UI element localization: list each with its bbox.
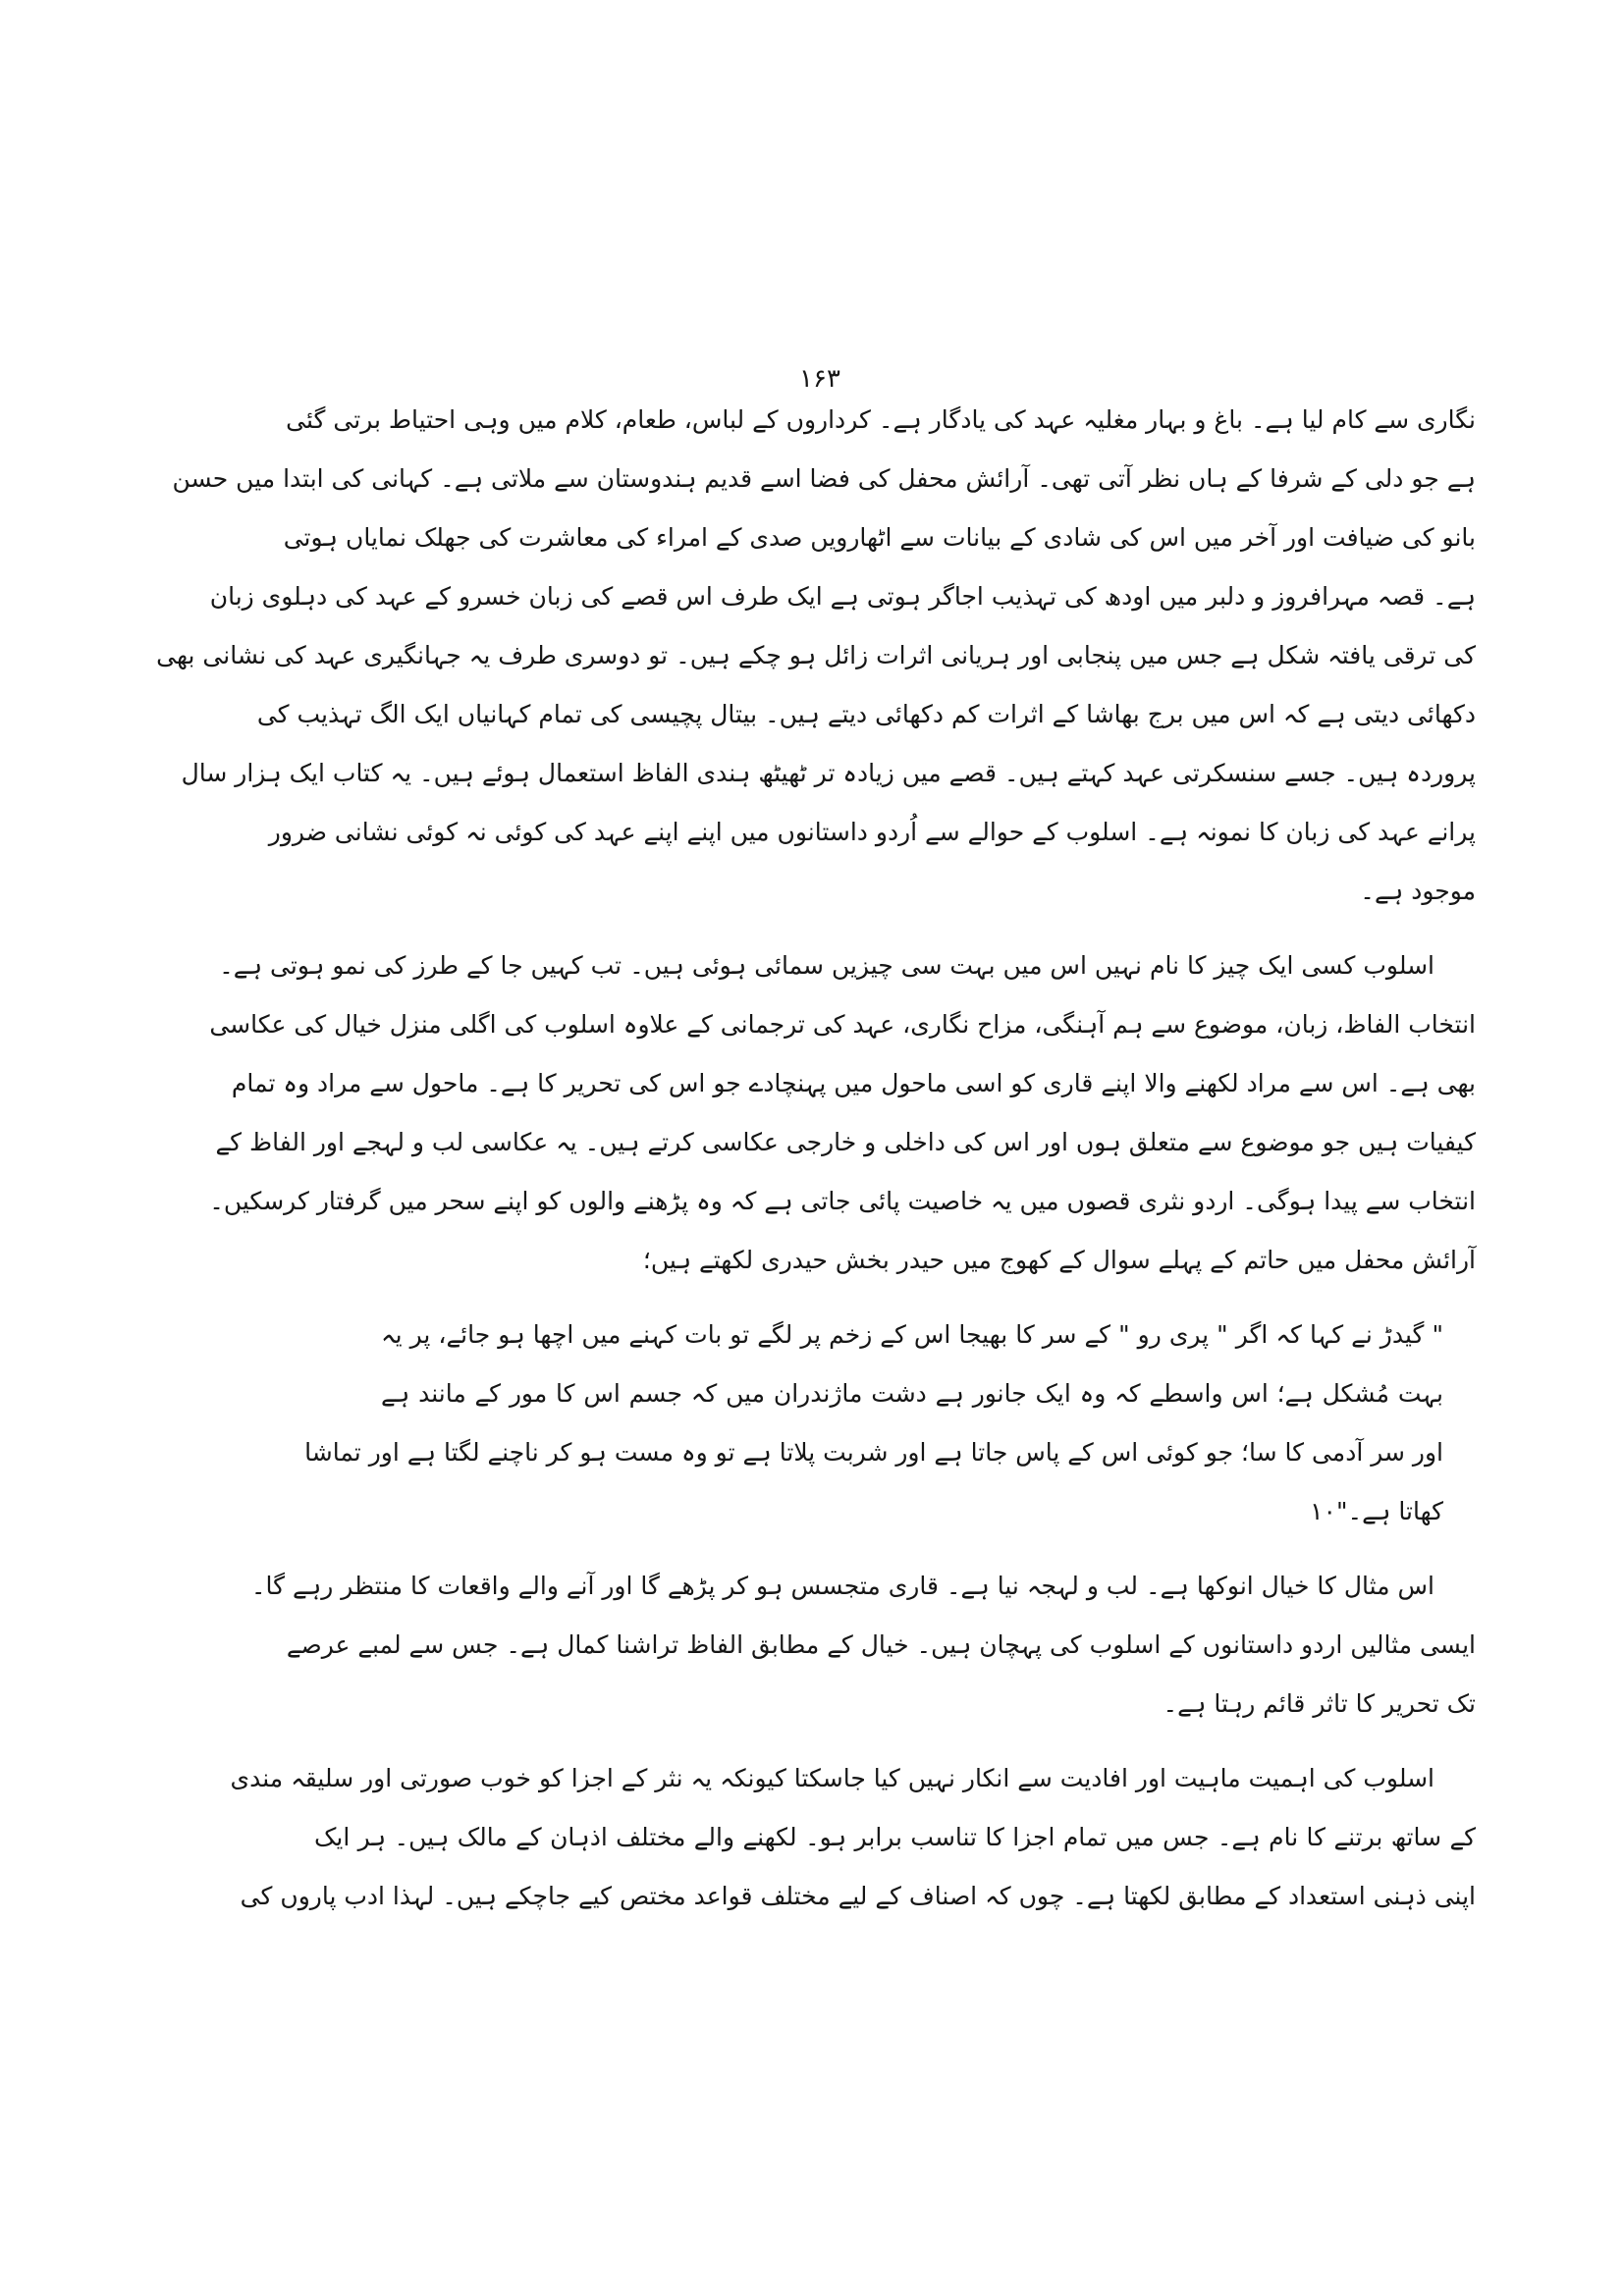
text-line: پروردہ ہیں۔ جسے سنسکرتی عہد کہتے ہیں۔ قصے میں زیادہ تر ٹھیٹھ ہندی الفاظ استعمال ہوئے ہیں۔ یہ کتاب ایک ہزار سال [181, 759, 1476, 787]
text-line: کیفیات ہیں جو موضوع سے متعلق ہوں اور اس کی داخلی و خارجی عکاسی کرتے ہیں۔ یہ عکاسی لب و لہجے اور الفاظ کے [215, 1128, 1476, 1156]
text-line: اپنی ذہنی استعداد کے مطابق لکھتا ہے۔ چوں کہ اصناف کے لیے مختلف قواعد مختص کیے جاچکے ہیں۔ لہذا ادب پاروں کی [240, 1882, 1476, 1910]
paragraph-4 [230, 1749, 1476, 1926]
text-line: آرائش محفل میں حاتم کے پہلے سوال کے کھوج میں حیدر بخش حیدری لکھتے ہیں؛ [642, 1246, 1476, 1274]
quote-line: اور سر آدمی کا سا؛ جو کوئی اس کے پاس جاتا ہے اور شربت پلاتا ہے تو وہ مست ہو کر ناچنے لگتا ہے اور تماشا [304, 1438, 1443, 1467]
paragraph-3 [250, 1557, 1476, 1734]
text-line: بانو کی ضیافت اور آخر میں اس کی شادی کے بیانات سے اٹھارویں صدی کے امراء کی معاشرت کی جھلک نمایاں ہوتی [283, 523, 1476, 552]
quote-line: بہت مُشکل ہے؛ اس واسطے کہ وہ ایک جانور ہے دشت ماژندران میں کہ جسم اس کا مور کے مانند ہے [381, 1379, 1443, 1408]
quote-line: " گیدڑ نے کہا کہ اگر " پری رو " کے سر کا بھیجا اس کے زخم پر لگے تو بات کہنے میں اچھا ہو جائے، پر یہ [381, 1320, 1443, 1349]
page-body [156, 391, 1476, 1942]
text-line: انتخاب سے پیدا ہوگی۔ اردو نثری قصوں میں یہ خاصیت پائی جاتی ہے کہ وہ پڑھنے والوں کو اپنے سحر میں گرفتار کرسکیں۔ [209, 1187, 1476, 1215]
block-quote [304, 1306, 1443, 1541]
text-line: اسلوب کی اہمیت ماہیت اور افادیت سے انکار نہیں کیا جاسکتا کیونکہ یہ نثر کے اجزا کو خوب صورتی اور سلیقہ مندی [230, 1764, 1434, 1792]
text-line: دکھائی دیتی ہے کہ اس میں برج بھاشا کے اثرات کم دکھائی دیتے ہیں۔ بیتال پچیسی کی تمام کہانیاں ایک الگ تہذیب کی [256, 700, 1476, 728]
text-line: اس مثال کا خیال انوکھا ہے۔ لب و لہجہ نیا ہے۔ قاری متجسس ہو کر پڑھے گا اور آنے والے واقعات کا منتظر رہے گا۔ [250, 1572, 1434, 1600]
quote-line: کھاتا ہے۔"۱۰ [1310, 1497, 1443, 1525]
text-line: تک تحریر کا تاثر قائم رہتا ہے۔ [1163, 1689, 1476, 1718]
text-line: ہے جو دلی کے شرفا کے ہاں نظر آتی تھی۔ آرائش محفل کی فضا اسے قدیم ہندوستان سے ملاتی ہے۔ کہانی کی ابتدا میں حسن [172, 464, 1476, 493]
paragraph-2 [209, 936, 1476, 1290]
text-line: نگاری سے کام لیا ہے۔ باغ و بہار مغلیہ عہد کی یادگار ہے۔ کرداروں کے لباس، طعام، کلام میں وہی احتیاط برتی گئی [286, 405, 1476, 434]
text-line: ہے۔ قصہ مہرافروز و دلبر میں اودھ کی تہذیب اجاگر ہوتی ہے ایک طرف اس قصے کی زبان خسرو کے عہد کی دہلوی زبان [209, 582, 1476, 611]
text-line: بھی ہے۔ اس سے مراد لکھنے والا اپنے قاری کو اسی ماحول میں پہنچادے جو اس کی تحریر کا ہے۔ ماحول سے مراد وہ تمام [231, 1069, 1476, 1097]
text-line: کی ترقی یافتہ شکل ہے جس میں پنجابی اور ہریانی اثرات زائل ہو چکے ہیں۔ تو دوسری طرف یہ جہانگیری عہد کی نشانی بھی [156, 641, 1476, 669]
text-line: موجود ہے۔ [1360, 877, 1476, 905]
text-line: ایسی مثالیں اردو داستانوں کے اسلوب کی پہچان ہیں۔ خیال کے مطابق الفاظ تراشنا کمال ہے۔ جس سے لمبے عرصے [286, 1630, 1476, 1659]
page-number: ۱۶۳ [799, 364, 840, 394]
text-line: انتخاب الفاظ، زبان، موضوع سے ہم آہنگی، مزاح نگاری، عہد کی ترجمانی کے علاوہ اسلوب کی اگلی منزل خیال کی عکاسی [209, 1010, 1476, 1039]
text-line: پرانے عہد کی زبان کا نمونہ ہے۔ اسلوب کے حوالے سے اُردو داستانوں میں اپنے اپنے عہد کی کوئی نہ کوئی نشانی ضرور [268, 818, 1476, 846]
text-line: کے ساتھ برتنے کا نام ہے۔ جس میں تمام اجزا کا تناسب برابر ہو۔ لکھنے والے مختلف اذہان کے مالک ہیں۔ ہر ایک [314, 1823, 1476, 1851]
paragraph-1 [156, 391, 1476, 921]
text-line: اسلوب کسی ایک چیز کا نام نہیں اس میں بہت سی چیزیں سمائی ہوئی ہیں۔ تب کہیں جا کے طرز کی نمو ہوتی ہے۔ [219, 951, 1434, 980]
